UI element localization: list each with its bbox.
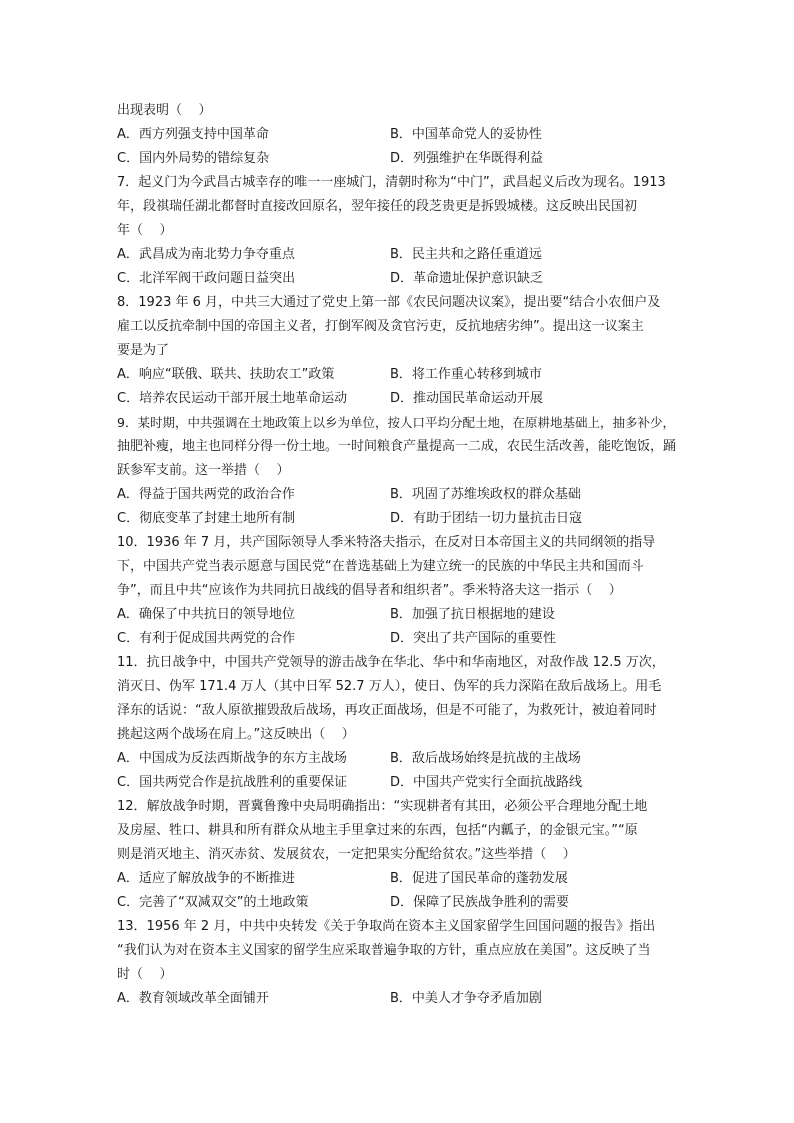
question-stem-line: “我们认为对在资本主义国家的留学生应采取普遍争取的方针，重点应放在美国”。这反映了当 [117,943,651,958]
option-a: A．响应“联俄、联共、扶助农工”政策 [117,367,335,382]
question-stem-line: 跃参军支前。这一举措（ ） [117,463,290,478]
option-a: A．确保了中共抗日的领导地位 [117,607,295,622]
question-11 [117,651,682,795]
option-a: A．适应了解放战争的不断推进 [117,871,295,886]
question-stem-line: 抽肥补瘦，地主也同样分得一份土地。一时间粮食产量提高一二成，农民生活改善，能吃饱饭，踊 [117,439,677,454]
question-stem-line: 雇工以反抗牵制中国的帝国主义者，打倒军阀及贪官污吏，反抗地痞劣绅”。提出这一议案主 [117,319,644,334]
option-d: D．革命遗址保护意识缺乏 [390,271,544,286]
answer-options [117,987,682,1011]
question-13 [117,915,682,1011]
question-stem-line: 时（ ） [117,967,173,982]
question-stem-line: 消灭日、伪军 171.4 万人（其中日军 52.7 万人），使日、伪军的兵力深陷在敌后战场上。用毛 [117,679,662,694]
answer-options [117,603,682,651]
option-c: C．彻底变革了封建土地所有制 [117,511,296,526]
option-c: C．国共两党合作是抗战胜利的重要保证 [117,775,348,790]
question-stem-line: 下，中国共产党当表示愿意与国民党“在普选基础上为建立统一的民族的中华民主共和国而斗 [117,559,644,574]
answer-options [117,867,682,915]
question-stem-line: 12．解放战争时期，晋冀鲁豫中央局明确指出：“实现耕者有其田，必须公平合理地分配土地 [117,799,648,814]
question-stem-line: 争”，而且中共“应该作为共同抗日战线的倡导者和组织者”。季米特洛夫这一指示（ ） [117,583,622,598]
option-c: C．北洋军阀干政问题日益突出 [117,271,296,286]
answer-options [117,747,682,795]
question-7 [117,171,682,291]
option-b: B．民主共和之路任重道远 [390,247,542,262]
question-stem-line: 7．起义门为今武昌古城幸存的唯一一座城门，清朝时称为“中门”，武昌起义后改为现名。1913 [117,175,666,190]
question-stem-line: 出现表明（ ） [117,103,212,118]
option-b: B．加强了抗日根据地的建设 [390,607,555,622]
option-a: A．武昌成为南北势力争夺重点 [117,247,295,262]
option-d: D．有助于团结一切力量抗击日寇 [390,511,583,526]
question-6-tail [117,99,682,171]
option-d: D．推动国民革命运动开展 [390,391,544,406]
answer-options [117,483,682,531]
option-b: B．将工作重心转移到城市 [390,367,542,382]
option-b: B．巩固了苏维埃政权的群众基础 [390,487,581,502]
question-stem-line: 8．1923 年 6 月，中共三大通过了党史上第一部《农民问题决议案》，提出要“结合小农佃户及 [117,295,661,310]
option-d: D．保障了民族战争胜利的需要 [390,895,570,910]
option-d: D．列强维护在华既得利益 [390,151,544,166]
question-9 [117,411,682,531]
question-stem-line: 9．某时期，中共强调在土地政策上以乡为单位，按人口平均分配土地，在原耕地基础上，抽多补少， [117,415,675,430]
option-c: C．完善了“双减双交”的土地政策 [117,895,309,910]
question-stem-line: 年，段祺瑞任湖北都督时直接改回原名，翌年接任的段芝贵更是拆毁城楼。这反映出民国初 [117,199,638,214]
question-stem-line: 13．1956 年 2 月，中共中央转发《关于争取尚在资本主义国家留学生回国问题的报告》指出 [117,919,656,934]
option-a: A．得益于国共两党的政治合作 [117,487,295,502]
option-a: A．教育领域改革全面铺开 [117,991,269,1006]
exam-page [117,99,682,1011]
option-b: B．促进了国民革命的蓬勃发展 [390,871,568,886]
question-stem-line: 则是消灭地主、消灭赤贫、发展贫农，一定把果实分配给贫农。”这些举措（ ） [117,847,576,862]
option-b: B．中国革命党人的妥协性 [390,127,542,142]
question-stem-line: 泽东的话说：“敌人原欲摧毁敌后战场，再攻正面战场，但是不可能了，为救死计，被迫着同时 [117,703,657,718]
question-stem-line: 挑起这两个战场在肩上。”这反映出（ ） [117,727,355,742]
question-stem-line: 要是为了 [117,343,170,358]
answer-options [117,123,682,171]
option-d: D．突出了共产国际的重要性 [390,631,557,646]
question-stem-line: 及房屋、牲口、耕具和所有群众从地主手里拿过来的东西，包括“内瓤子，的金银元宝。”“原 [117,823,638,838]
answer-options [117,363,682,411]
option-c: C．有利于促成国共两党的合作 [117,631,296,646]
option-a: A．中国成为反法西斯战争的东方主战场 [117,751,347,766]
question-12 [117,795,682,915]
question-stem-line: 11．抗日战争中，中国共产党领导的游击战争在华北、华中和华南地区，对敌作战 12.5 万次， [117,655,665,670]
question-8 [117,291,682,411]
answer-options [117,243,682,291]
option-d: D．中国共产党实行全面抗战路线 [390,775,583,790]
option-a: A．西方列强支持中国革命 [117,127,269,142]
question-stem-line: 10．1936 年 7 月，共产国际领导人季米特洛夫指示，在反对日本帝国主义的共同纲领的指导 [117,535,656,550]
option-c: C．国内外局势的错综复杂 [117,151,270,166]
question-10 [117,531,682,651]
option-b: B．中美人才争夺矛盾加剧 [390,991,542,1006]
option-c: C．培养农民运动干部开展土地革命运动 [117,391,348,406]
option-b: B．敌后战场始终是抗战的主战场 [390,751,581,766]
question-stem-line: 年（ ） [117,223,173,238]
